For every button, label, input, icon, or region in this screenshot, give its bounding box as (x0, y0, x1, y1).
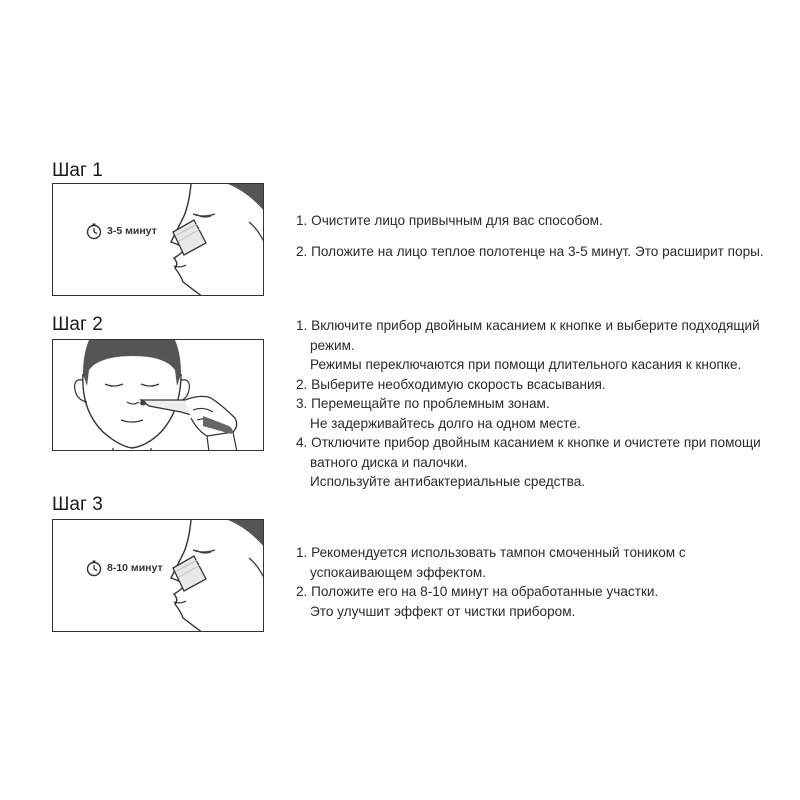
step-2-title: Шаг 2 (52, 314, 103, 335)
instruction-item: 1. Рекомендуется использовать тампон смоченный тоником с успокаивающем эффектом. (296, 545, 686, 580)
stopwatch-icon (85, 222, 103, 240)
timer-badge (85, 222, 157, 240)
front-face-device-illustration (53, 340, 264, 451)
step-1-illustration (52, 183, 264, 296)
timer-label: 3-5 минут (107, 225, 157, 237)
step-1-instructions (296, 211, 764, 261)
step-1-title: Шаг 1 (52, 160, 103, 181)
step-3-illustration (52, 519, 264, 632)
profile-face-towel-illustration (53, 184, 264, 296)
timer-badge (85, 559, 163, 577)
instruction-item: 1. Включите прибор двойным касанием к кнопке и выберите подходящий режим. Режимы переключаются при помощи длительного касания к кнопке. (296, 318, 760, 372)
step-2-instructions (296, 316, 761, 492)
instruction-item: 3. Перемещайте по проблемным зонам. Не задерживайтесь долго на одном месте. (296, 396, 581, 431)
instruction-item: 2. Положите на лицо теплое полотенце на 3-5 минут. Это расширит поры. (296, 243, 764, 259)
step-2-illustration (52, 339, 264, 451)
instruction-item: 4. Отключите прибор двойным касанием к кнопке и очистете при помощи ватного диска и палочки. Используйте антибактериальные средства. (296, 435, 761, 489)
instruction-item: 2. Положите его на 8-10 минут на обработанные участки. Это улучшит эффект от чистки прибором. (296, 584, 659, 619)
stopwatch-icon (85, 559, 103, 577)
step-3-instructions (296, 543, 686, 621)
timer-label: 8-10 минут (107, 562, 163, 574)
instruction-item: 2. Выберите необходимую скорость всасывания. (296, 376, 606, 392)
instruction-item: 1. Очистите лицо привычным для вас способом. (296, 213, 603, 228)
step-3-title: Шаг 3 (52, 494, 103, 515)
